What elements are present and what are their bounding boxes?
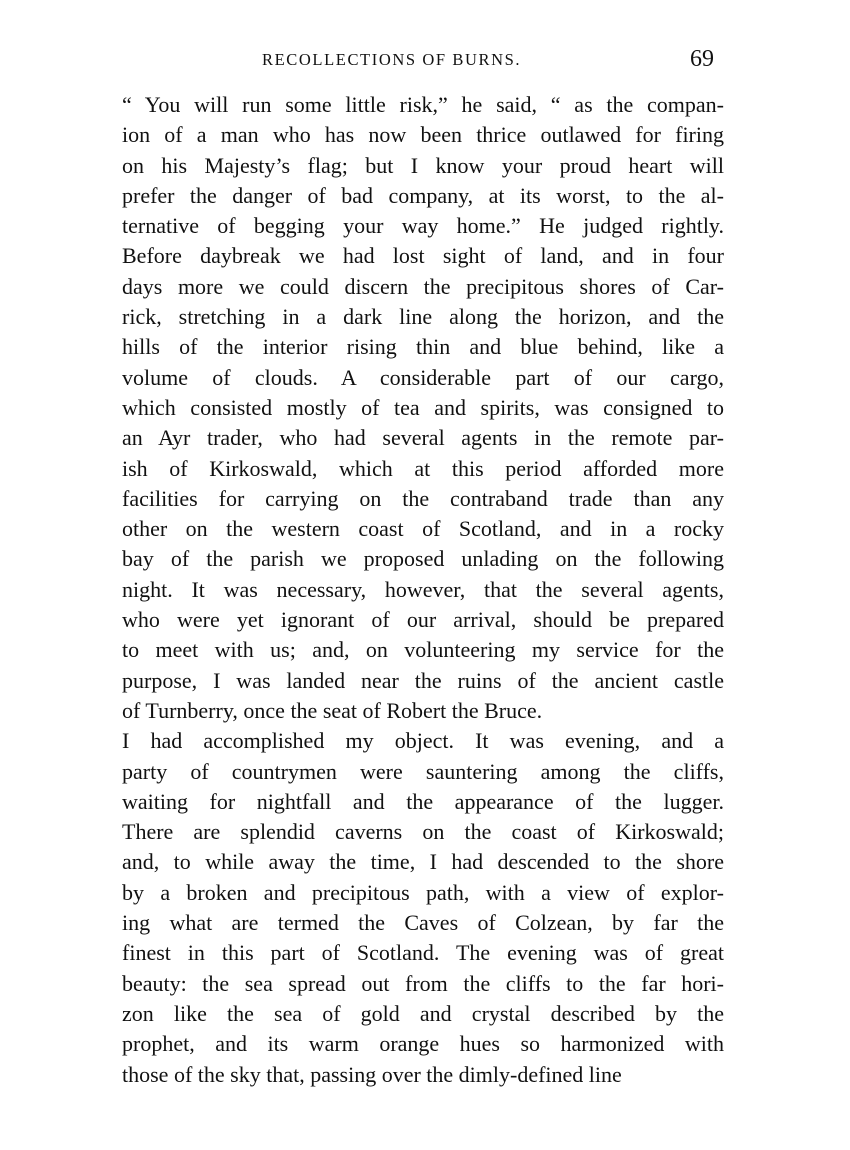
paragraph: [122, 726, 724, 1090]
text-line: volume of clouds. A considerable part of our cargo,: [122, 364, 724, 390]
text-line: purpose, I was landed near the ruins of the ancient castle: [122, 667, 724, 693]
text-line: ternative of begging your way home.” He judged rightly.: [122, 213, 724, 239]
text-line: those of the sky that, passing over the dimly-defined line: [122, 1061, 622, 1087]
page-number: 69: [690, 46, 714, 72]
text-line: ion of a man who has now been thrice outlawed for firing: [122, 122, 724, 148]
text-line: waiting for nightfall and the appearance of the lugger.: [122, 788, 724, 814]
text-line: ing what are termed the Caves of Colzean, by far the: [122, 910, 724, 936]
text-line: Before daybreak we had lost sight of land, and in four: [122, 243, 724, 269]
running-title: RECOLLECTIONS OF BURNS.: [262, 50, 522, 69]
text-line: facilities for carrying on the contraband trade than any: [122, 485, 724, 511]
text-line: an Ayr trader, who had several agents in the remote par-: [122, 425, 724, 451]
text-line: rick, stretching in a dark line along the horizon, and the: [122, 304, 724, 330]
text-line: finest in this part of Scotland. The evening was of great: [122, 940, 724, 966]
body-text: [122, 90, 724, 1090]
text-line: to meet with us; and, on volunteering my service for the: [122, 637, 724, 663]
text-line: which consisted mostly of tea and spirits, was consigned to: [122, 394, 724, 420]
text-line: days more we could discern the precipitous shores of Car-: [122, 273, 724, 299]
text-line: of Turnberry, once the seat of Robert the Bruce.: [122, 697, 543, 723]
text-line: other on the western coast of Scotland, and in a rocky: [122, 516, 724, 542]
running-head: [262, 46, 722, 76]
text-line: prophet, and its warm orange hues so harmonized with: [122, 1031, 724, 1057]
text-line: night. It was necessary, however, that the several agents,: [122, 576, 724, 602]
text-line: and, to while away the time, I had descended to the shore: [122, 849, 724, 875]
text-line: on his Majesty’s flag; but I know your proud heart will: [122, 152, 724, 178]
text-line: beauty: the sea spread out from the cliffs to the far hori-: [122, 970, 724, 996]
text-line: hills of the interior rising thin and blue behind, like a: [122, 334, 724, 360]
text-line: zon like the sea of gold and crystal described by the: [122, 1000, 724, 1026]
text-line: prefer the danger of bad company, at its worst, to the al-: [122, 182, 724, 208]
text-line: ish of Kirkoswald, which at this period afforded more: [122, 455, 724, 481]
text-line: There are splendid caverns on the coast of Kirkoswald;: [122, 819, 724, 845]
text-line: I had accomplished my object. It was evening, and a: [122, 728, 724, 754]
text-line: bay of the parish we proposed unlading on the following: [122, 546, 724, 572]
paragraph: [122, 90, 724, 726]
text-line: by a broken and precipitous path, with a view of explor-: [122, 879, 724, 905]
text-line: “ You will run some little risk,” he said, “ as the compan-: [122, 92, 724, 117]
text-line: who were yet ignorant of our arrival, should be prepared: [122, 607, 724, 633]
text-line: party of countrymen were sauntering among the cliffs,: [122, 758, 724, 784]
